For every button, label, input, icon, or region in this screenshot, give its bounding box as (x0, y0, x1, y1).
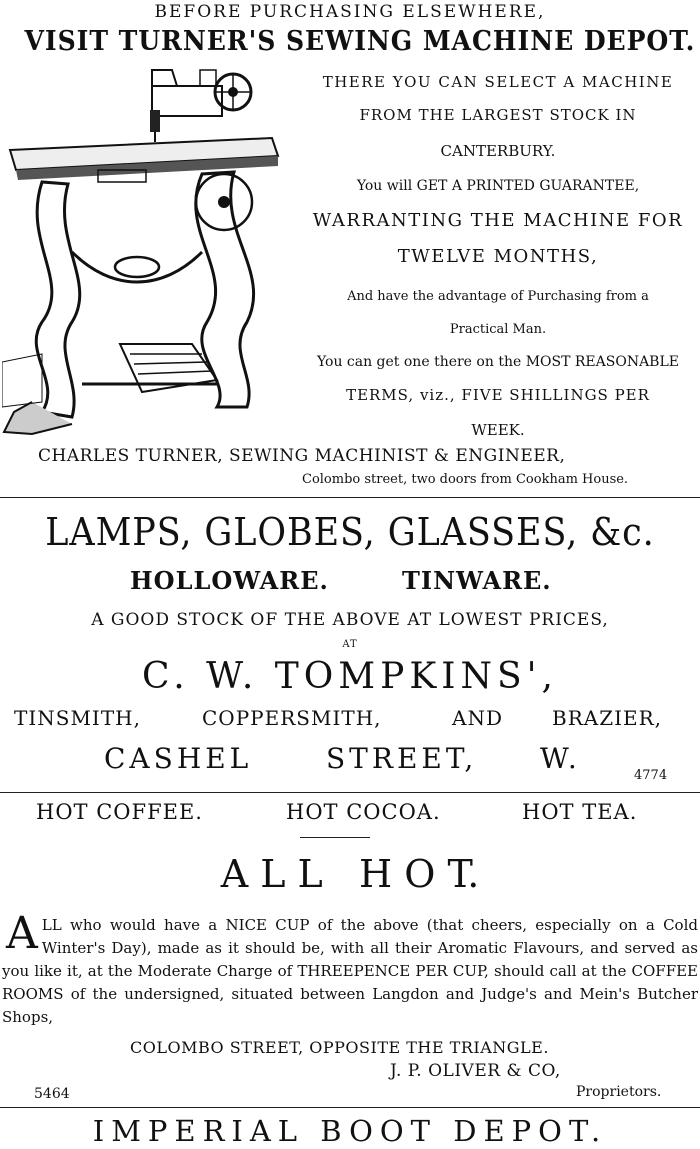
ad2-headline: LAMPS, GLOBES, GLASSES, &c. (45, 510, 655, 554)
ad1-line-8: Practical Man. (449, 322, 547, 337)
ad1-address: Colombo street, two doors from Cookham House. (302, 472, 629, 487)
ad1-headline: VISIT TURNER'S SEWING MACHINE DEPOT. (24, 26, 696, 57)
divider-3 (0, 1107, 700, 1108)
ad2-trade-1: TINSMITH, (14, 706, 141, 730)
ad3-item-1: HOT COFFEE. (36, 800, 203, 824)
ad3-item-2: HOT COCOA. (286, 800, 441, 824)
ad3-dropcap: A (6, 908, 38, 959)
ad2-street-2: STREET, (326, 742, 478, 775)
ad2-stock-line: A GOOD STOCK OF THE ABOVE AT LOWEST PRICES, (91, 610, 609, 630)
ad3-item-3: HOT TEA. (522, 800, 638, 824)
ad2-trade-2: COPPERSMITH, (202, 706, 382, 730)
ad4-headline: IMPERIAL BOOT DEPOT. (92, 1114, 608, 1148)
ad3-proprietors-name: J. P. OLIVER & CO, (390, 1061, 561, 1081)
ad1-top-line: BEFORE PURCHASING ELSEWHERE, (154, 2, 546, 22)
ad3-paragraph-text: LL who would have a NICE CUP of the above (that cheers, especially on a Cold Winter's Day), made as it should be, with all their Aromatic Flavours, and served as you like it, at the Moderate Charge of THREEPENCE PER CUP, should call at the COFFEE ROOMS of the undersigned, situated between Langdon and Judge's and Mein's Butcher Shops, (2, 916, 698, 1026)
ad1-line-4: You will GET A PRINTED GUARANTEE, (356, 178, 640, 194)
ad2-at: AT (342, 639, 358, 650)
ad2-trade-4: BRAZIER, (552, 706, 663, 730)
sewing-machine-illustration (2, 62, 282, 444)
ad1-proprietor: CHARLES TURNER, SEWING MACHINIST & ENGINEER, (38, 446, 566, 466)
ad2-street-3: W. (540, 742, 581, 775)
ad1-line-3: CANTERBURY. (440, 142, 556, 160)
ad1-line-6: TWELVE MONTHS, (397, 246, 599, 267)
ad1-line-11: WEEK. (471, 421, 525, 439)
ad2-subhead-right: TINWARE. (402, 566, 552, 595)
ad1-line-2: FROM THE LARGEST STOCK IN (359, 106, 637, 124)
ad1-line-10: TERMS, viz., FIVE SHILLINGS PER (346, 386, 650, 404)
divider-1 (0, 497, 700, 498)
divider-2 (0, 792, 700, 793)
ad3-location: COLOMBO STREET, OPPOSITE THE TRIANGLE. (130, 1038, 549, 1057)
ad3-paragraph (2, 908, 698, 1029)
ad3-ref: 5464 (34, 1086, 70, 1102)
ad2-trade-3: AND (452, 706, 503, 730)
ad1-line-5: WARRANTING THE MACHINE FOR (312, 210, 684, 231)
ad3-headline: A L L H O T. (220, 852, 480, 896)
ad2-street-1: CASHEL (104, 742, 253, 775)
ad1-line-9: You can get one there on the MOST REASONABLE (316, 354, 679, 370)
ad1-line-1: THERE YOU CAN SELECT A MACHINE (322, 73, 674, 91)
ad3-short-rule (300, 837, 370, 838)
ad2-subhead-left: HOLLOWARE. (130, 566, 329, 595)
ad2-ref: 4774 (634, 768, 668, 783)
ad2-name: C. W. TOMPKINS', (142, 656, 558, 697)
ad1-line-7: And have the advantage of Purchasing from a (347, 289, 649, 304)
ad3-proprietors-label: Proprietors. (576, 1084, 662, 1100)
